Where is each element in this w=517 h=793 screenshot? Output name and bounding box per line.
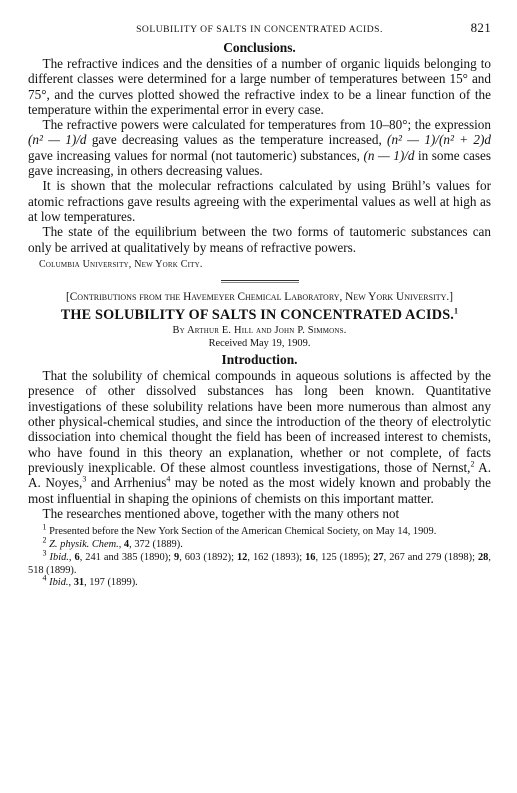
paragraph-text: The refractive powers were calculated for temperatures from 10–80°; the expression [42, 117, 491, 133]
footnote-text: , 241 and 385 (1890); [79, 551, 175, 563]
footnote-2: $^2$ Z. physik. Chem., 4, 372 (1889). [42, 535, 183, 550]
footnote-text: , 197 (1899). [84, 577, 138, 589]
formula-expression-2: (n² — 1)/(n² + 2)d [387, 132, 491, 148]
footnote-text: , 125 (1895); [315, 551, 374, 563]
footnote-ref-2[interactable]: 2 [470, 459, 475, 469]
footnote-text: Presented before the New York Section of the American Chemical Society, on May 14, 1909. [46, 526, 437, 538]
formula-expression-1: (n² — 1)/d [28, 132, 87, 148]
ibid: Ibid. [49, 551, 69, 563]
paragraph-text: gave increasing values for normal (not tautomeric) substances, [28, 147, 364, 163]
footnote-text: , 603 (1892); [179, 551, 237, 563]
footnote-4: $^4$ Ibid., 31, 197 (1899). [42, 573, 138, 589]
footnote-ref-4[interactable]: 4 [166, 474, 171, 484]
conclusions-paragraph-1: The refractive indices and the densities of a number of organic liquids belonging to different classes were determined for a large number of temperatures between 15° and 75°, and the curves plotted showed the refractive index to be a linear function of the temperature within the experimental error in every case. [28, 56, 491, 117]
volume: 31 [73, 577, 85, 589]
running-head [28, 20, 491, 38]
footnote-1 [28, 522, 491, 539]
received-date: Received May 19, 1909. [208, 338, 311, 350]
footnote-ref-3[interactable]: 3 [82, 474, 87, 484]
paragraph-text: That the solubility of chemical compounds in aqueous solutions is affected by the presence of other dissolved substances has long been known. Quantitative investigations of these solubility relations have been more numerous than almost any other physical-chemical studies, and since the introduction of the theory of electrolytic dissociation into chemical thought the field has been of increased interest to chemists, who have found in this theory an explanation, whether or not complete, of facts previously inexplicable. Of these almost countless investigations, those of Nernst, [28, 368, 491, 475]
section-divider [221, 280, 299, 283]
affiliation: Columbia University, New York City. [39, 258, 203, 270]
volume: 27 [373, 551, 384, 563]
article-title [28, 307, 491, 323]
page-number: 821 [470, 20, 491, 35]
conclusions-paragraph-3: It is shown that the molecular refractions calculated by using Brühl’s values for atomic refractions gave results agreeing with the experimental values as well at high as at low temperatures. [28, 178, 491, 224]
volume: 28 [477, 551, 489, 563]
footnote-text: , 518 (1899). [28, 551, 491, 576]
footnote-mark: 4 [42, 573, 47, 583]
ibid: Ibid. [49, 577, 69, 589]
introduction-paragraph-1 [28, 368, 491, 506]
footnote-mark: 1 [42, 522, 47, 532]
introduction-paragraph-2: The researches mentioned above, together with the many others not [42, 505, 400, 521]
paragraph-text: gave decreasing values as the temperature increased, [86, 132, 388, 148]
article-title-text: THE SOLUBILITY OF SALTS IN CONCENTRATED ACIDS. [60, 307, 455, 324]
contribution-note: [Contributions from the Havemeyer Chemical Laboratory, New York University.] [66, 291, 453, 304]
running-head-title: SOLUBILITY OF SALTS IN CONCENTRATED ACIDS. [136, 24, 383, 35]
journal-name: Z. physik. Chem. [49, 538, 119, 550]
volume: 16 [305, 551, 316, 563]
volume: 6 [74, 551, 80, 563]
formula-expression-3: (n — 1)/d [363, 147, 415, 163]
footnote-3: $^3$ Ibid., 6, 241 and 385 (1890); 9, 603 (1892); 12, 162 (1893); 16, 125 (1895); 27, 267 and 279 (1898); 28, 518 (1899). [28, 548, 491, 576]
footnotes [28, 522, 491, 590]
paragraph-text: A. A. Noyes, [28, 459, 492, 491]
footnote-ref-1[interactable]: 1 [454, 306, 459, 316]
paragraph-text: in some cases gave increasing, in others decreasing values. [28, 147, 491, 179]
conclusions-heading: Conclusions. [223, 40, 296, 55]
footnote-text: , 267 and 279 (1898); [383, 551, 478, 563]
paragraph-text: may be noted as the most widely known and probably the most influential in shaping the opinions of chemists on this important matter. [28, 475, 491, 506]
footnote-mark: 3 [42, 548, 47, 558]
footnote-text: , 372 (1889). [129, 538, 183, 550]
volume: 12 [236, 551, 248, 563]
authors-byline: By Arthur E. Hill and John P. Simmons. [172, 325, 347, 337]
footnote-mark: 2 [42, 535, 47, 545]
volume: 4 [123, 538, 130, 550]
introduction-heading: Introduction. [221, 352, 298, 368]
conclusions-paragraph-4: The state of the equilibrium between the two forms of tautomeric substances can only be arrived at qualitatively by means of refractive powers. [28, 224, 491, 255]
paragraph-text: and Arrhenius [86, 475, 167, 491]
volume: 9 [174, 551, 180, 563]
footnote-text: , 162 (1893); [247, 551, 306, 563]
conclusions-paragraph-2 [28, 117, 491, 178]
